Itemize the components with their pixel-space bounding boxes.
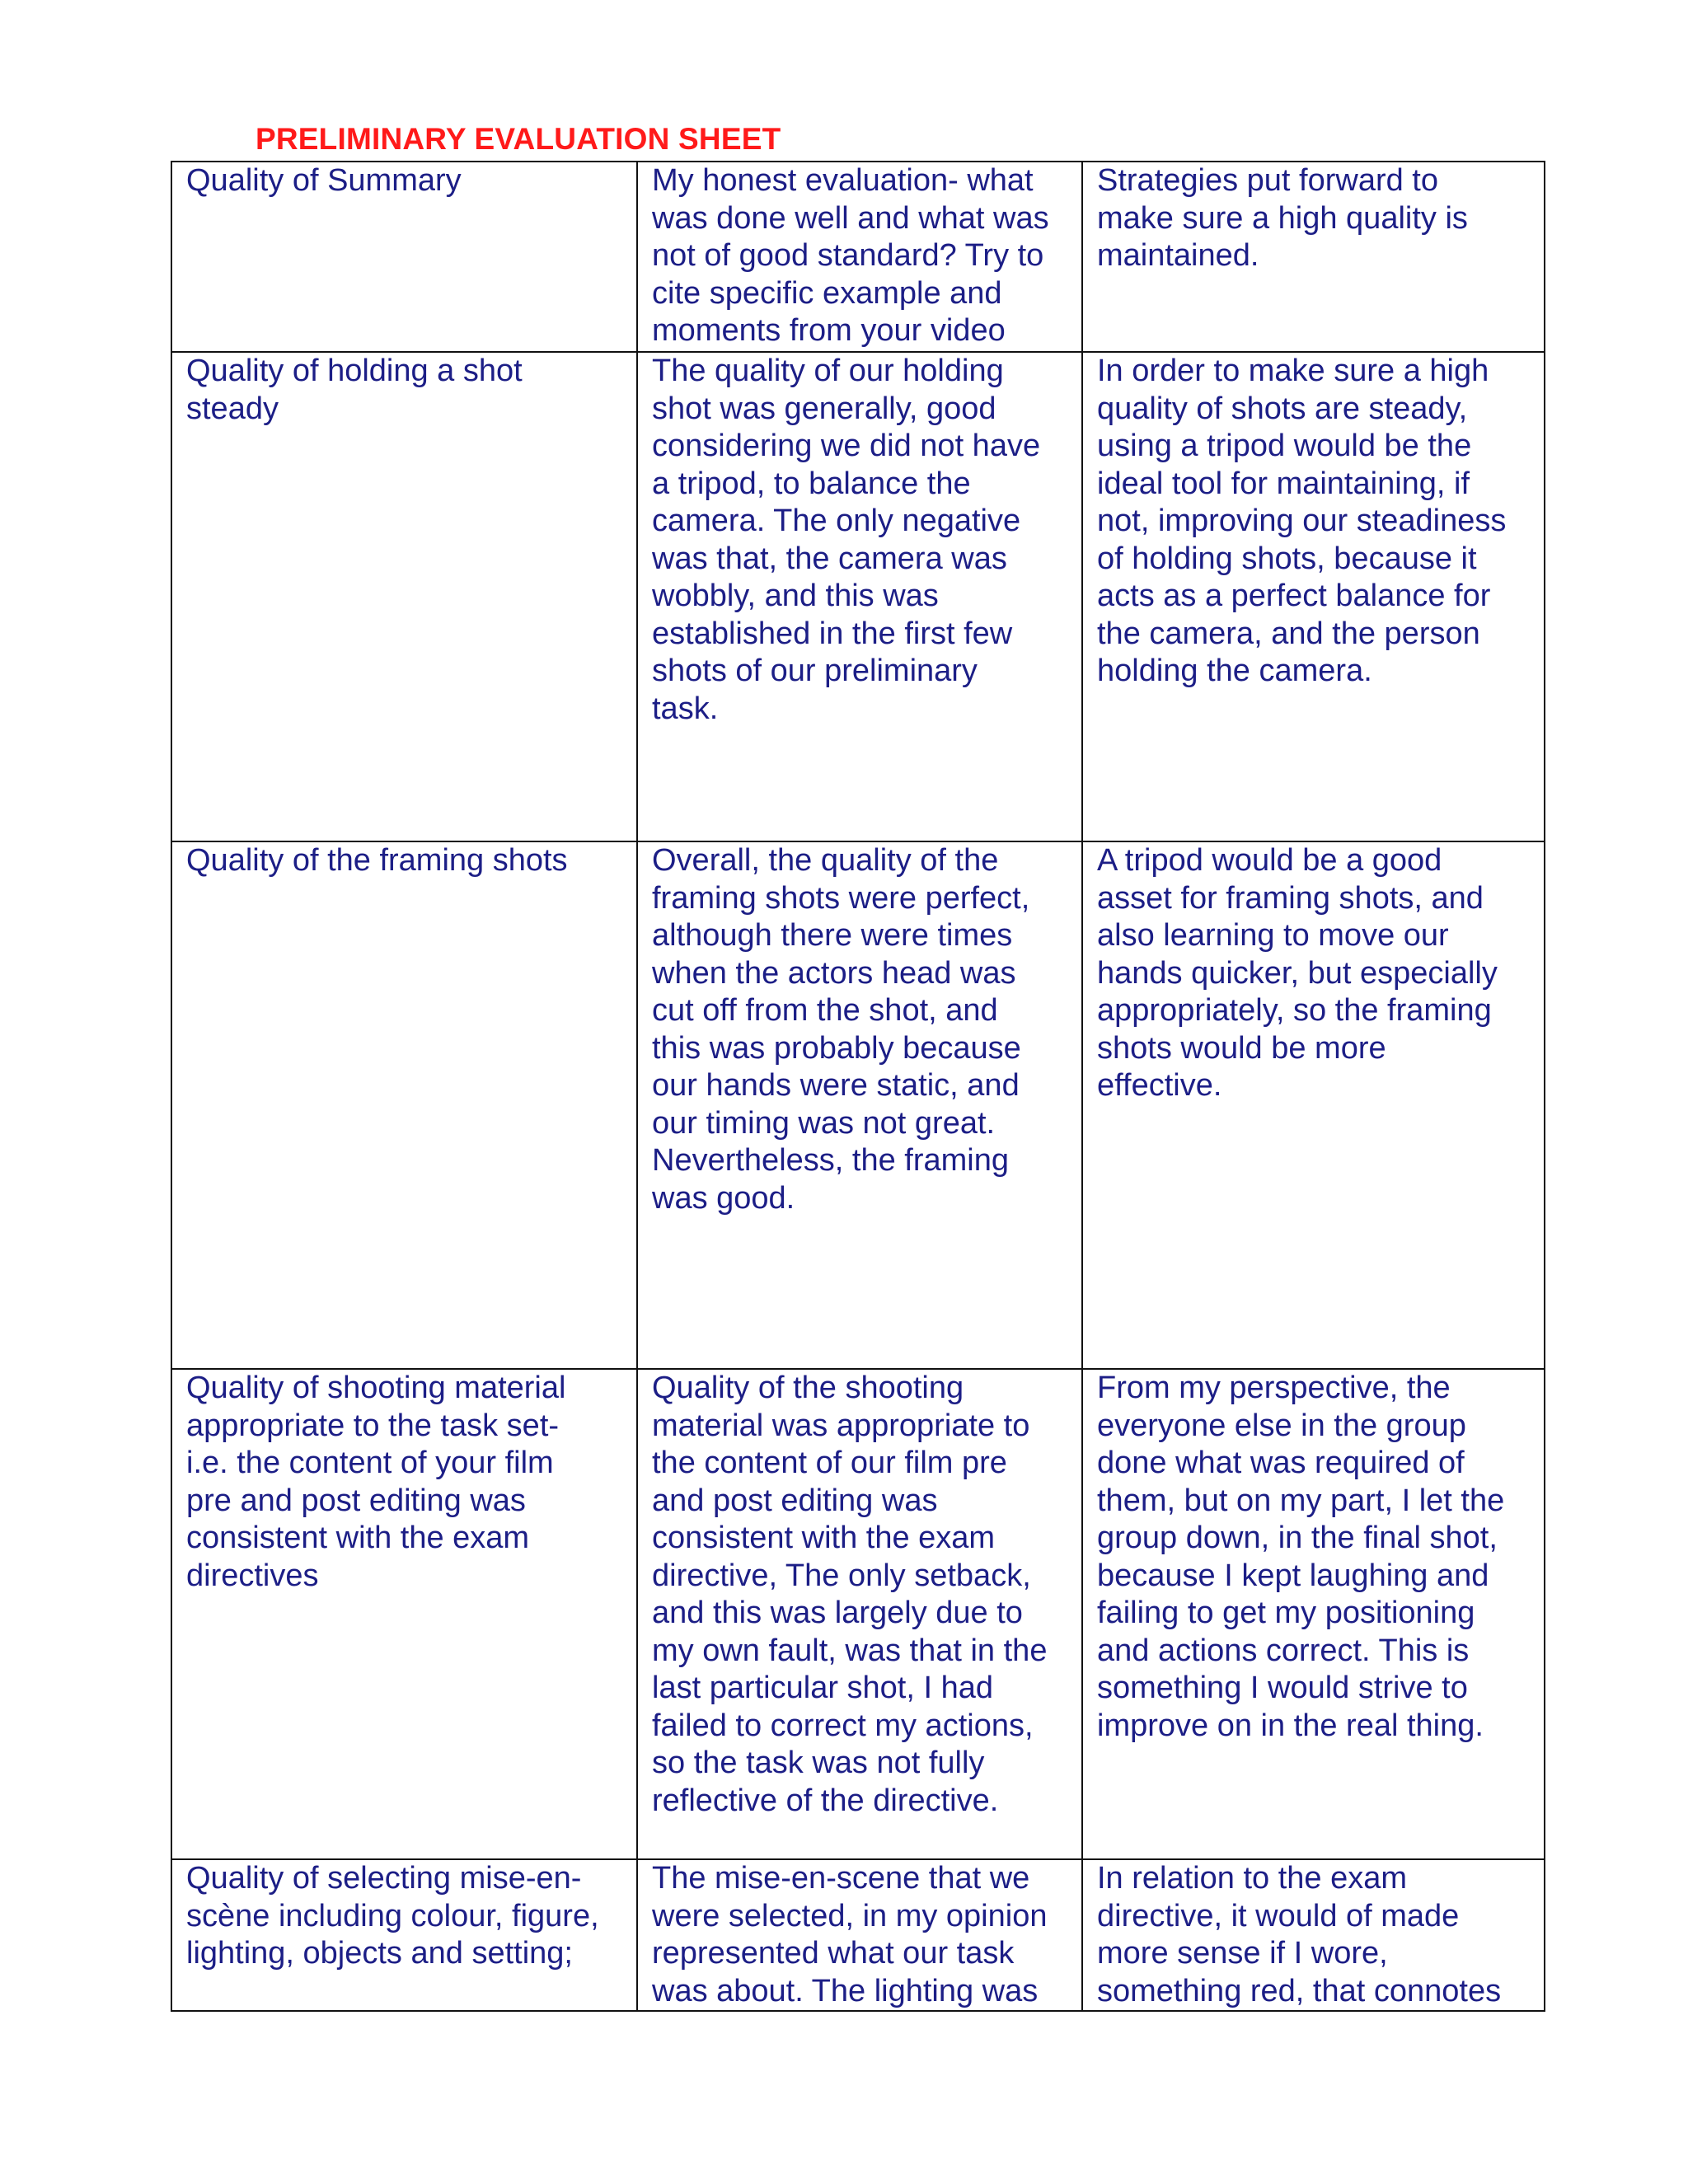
table-cell-evaluation: The quality of our holding shot was generally, good considering we did not have a tripod, to balance the camera. The only negative was that, the camera was wobbly, and this was established in the first few shots of our preliminary task.: [637, 352, 1082, 841]
table-cell-criterion: Quality of the framing shots: [171, 841, 637, 1369]
table-row: [171, 841, 1545, 1369]
table-cell-criterion: Quality of shooting material appropriate to the task set- i.e. the content of your film pre and post editing was consistent with the exam directives: [171, 1369, 637, 1859]
table-cell-evaluation: The mise-en-scene that we were selected, in my opinion represented what our task was about. The lighting was: [637, 1859, 1082, 2011]
table-cell-evaluation: My honest evaluation- what was done well and what was not of good standard? Try to cite specific example and moments from your video: [637, 162, 1082, 352]
evaluation-table: [171, 161, 1545, 2012]
page-title: PRELIMINARY EVALUATION SHEET: [256, 122, 781, 156]
table-cell-strategies: From my perspective, the everyone else in the group done what was required of them, but on my part, I let the group down, in the final shot, because I kept laughing and failing to get my positioning and actions correct. This is something I would strive to improve on in the real thing.: [1082, 1369, 1545, 1859]
table-cell-evaluation: Overall, the quality of the framing shots were perfect, although there were times when the actors head was cut off from the shot, and this was probably because our hands were static, and our timing was not great. Nevertheless, the framing was good.: [637, 841, 1082, 1369]
table-cell-strategies: Strategies put forward to make sure a high quality is maintained.: [1082, 162, 1545, 352]
table-row: [171, 352, 1545, 841]
table-cell-strategies: A tripod would be a good asset for framing shots, and also learning to move our hands quicker, but especially appropriately, so the framing shots would be more effective.: [1082, 841, 1545, 1369]
table-cell-evaluation: Quality of the shooting material was appropriate to the content of our film pre and post editing was consistent with the exam directive, The only setback, and this was largely due to my own fault, was that in the last particular shot, I had failed to correct my actions, so the task was not fully reflective of the directive.: [637, 1369, 1082, 1859]
table-row: [171, 162, 1545, 352]
table-row: [171, 1859, 1545, 2011]
table-cell-strategies: In order to make sure a high quality of shots are steady, using a tripod would be the ideal tool for maintaining, if not, improving our steadiness of holding shots, because it acts as a perfect balance for the camera, and the person holding the camera.: [1082, 352, 1545, 841]
table-row: [171, 1369, 1545, 1859]
table-cell-criterion: Quality of Summary: [171, 162, 637, 352]
table-cell-strategies: In relation to the exam directive, it would of made more sense if I wore, something red, that connotes: [1082, 1859, 1545, 2011]
table-cell-criterion: Quality of selecting mise-en- scène including colour, figure, lighting, objects and setting;: [171, 1859, 637, 2011]
table-cell-criterion: Quality of holding a shot steady: [171, 352, 637, 841]
